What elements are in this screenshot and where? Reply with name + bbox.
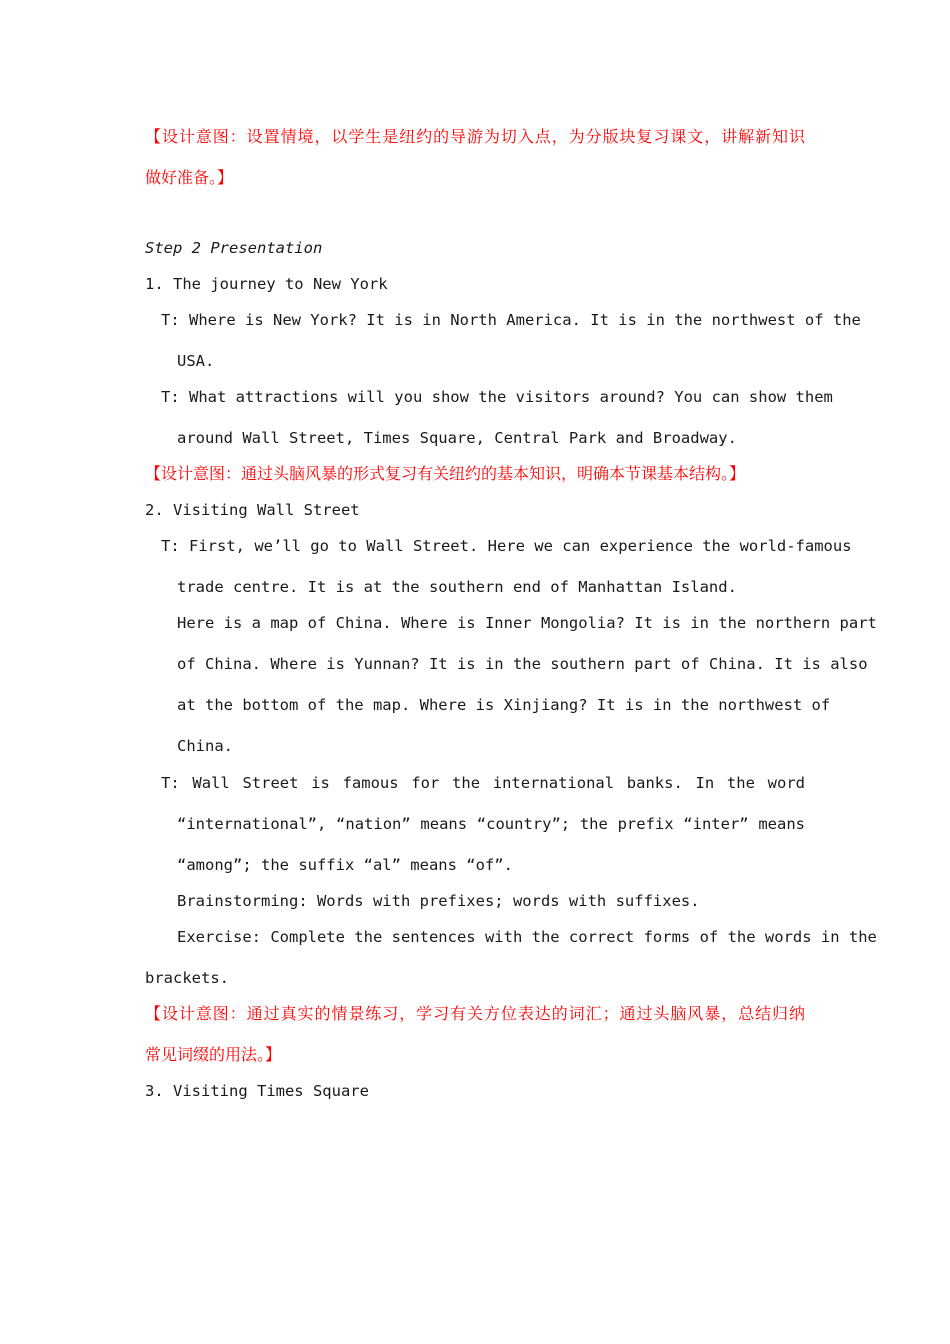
section3-title: 3. Visiting Times Square: [145, 1082, 369, 1100]
section2-exercise-line1: Exercise: Complete the sentences with the correct forms of the words in the: [177, 928, 877, 946]
section2-map-line3: at the bottom of the map. Where is Xinjiang? It is in the northwest of: [177, 696, 831, 714]
step2-heading: Step 2 Presentation: [145, 239, 323, 257]
section2-exercise-line2: brackets.: [145, 969, 229, 987]
section2-title: 2. Visiting Wall Street: [145, 501, 360, 519]
design-intent-2: 【设计意图：通过头脑风暴的形式复习有关纽约的基本知识，明确本节课基本结构。】: [145, 464, 746, 483]
section1-t2-line2: around Wall Street, Times Square, Central Park and Broadway.: [177, 429, 737, 447]
section2-t1-line1: T: First, we’ll go to Wall Street. Here we can experience the world-famous: [161, 537, 852, 555]
section1-t1-line2: USA.: [177, 352, 215, 370]
design-intent-3-line2: 常见词缀的用法。】: [145, 1045, 282, 1064]
section2-t2-line2: “international”, “nation” means “country”; the prefix “inter” means: [177, 815, 805, 833]
design-intent-1-line2: 做好准备。】: [145, 168, 234, 187]
section2-t1-line2: trade centre. It is at the southern end of Manhattan Island.: [177, 578, 737, 596]
design-intent-1-line1: 【设计意图：设置情境，以学生是纽约的导游为切入点，为分版块复习课文，讲解新知识: [145, 127, 805, 146]
section2-brainstorming: Brainstorming: Words with prefixes; words with suffixes.: [177, 892, 700, 910]
section1-title: 1. The journey to New York: [145, 275, 388, 293]
section2-map-line2: of China. Where is Yunnan? It is in the southern part of China. It is also: [177, 655, 868, 673]
section2-map-line1: Here is a map of China. Where is Inner Mongolia? It is in the northern part: [177, 614, 877, 632]
section2-t2-line1: T: Wall Street is famous for the international banks. In the word: [161, 774, 805, 792]
section2-t2-line3: “among”; the suffix “al” means “of”.: [177, 856, 513, 874]
section1-t2-line1: T: What attractions will you show the visitors around? You can show them: [161, 388, 833, 406]
design-intent-3-line1: 【设计意图：通过真实的情景练习，学习有关方位表达的词汇；通过头脑风暴，总结归纳: [145, 1004, 805, 1023]
section1-t1-line1: T: Where is New York? It is in North America. It is in the northwest of the: [161, 311, 861, 329]
section2-map-line4: China.: [177, 737, 233, 755]
